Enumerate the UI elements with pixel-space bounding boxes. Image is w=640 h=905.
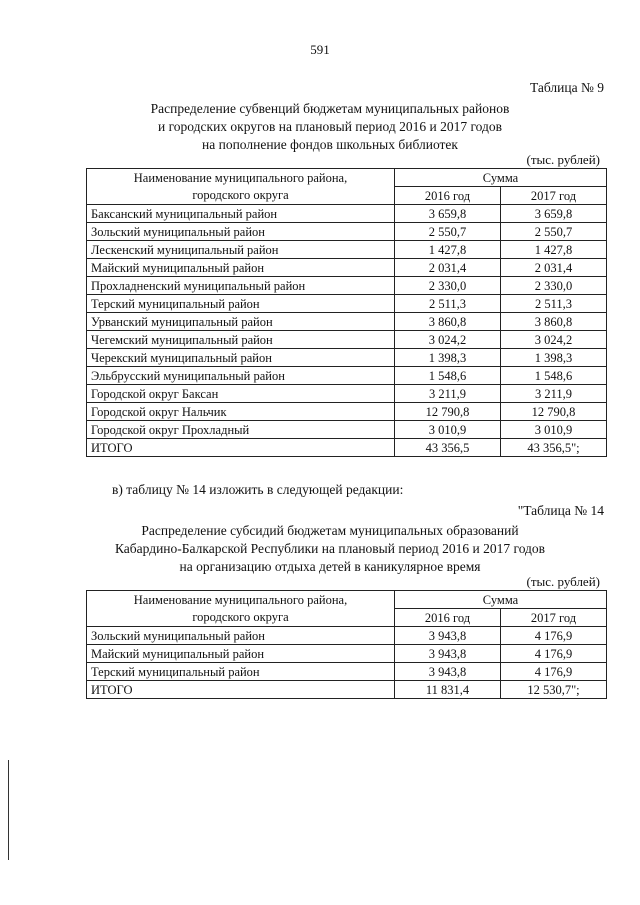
row-value-2016: 3 943,8 (395, 627, 501, 645)
table-row (87, 627, 607, 645)
row-name: Зольский муниципальный район (87, 223, 395, 241)
table9-header-2017: 2017 год (501, 187, 607, 205)
row-value-2016: 43 356,5 (395, 439, 501, 457)
table14-label: "Таблица № 14 (517, 503, 604, 518)
table-row (87, 663, 607, 681)
table-row (87, 403, 607, 421)
row-value-2016: 3 010,9 (395, 421, 501, 439)
row-name: Терский муниципальный район (87, 663, 395, 681)
table-row (87, 349, 607, 367)
table9-units: (тыс. рублей) (526, 152, 600, 167)
table9-title-line: Распределение субвенций бюджетам муниципальных районов (150, 101, 510, 116)
row-value-2017: 3 860,8 (501, 313, 607, 331)
row-value-2017: 2 550,7 (501, 223, 607, 241)
table9-title-line: и городских округов на плановый период 2016 и 2017 годов (157, 119, 503, 134)
row-name: Городской округ Прохладный (87, 421, 395, 439)
row-value-2017: 43 356,5"; (501, 439, 607, 457)
row-name: Чегемский муниципальный район (87, 331, 395, 349)
table9-label: Таблица № 9 (530, 80, 604, 95)
row-value-2017: 1 548,6 (501, 367, 607, 385)
row-value-2017: 2 330,0 (501, 277, 607, 295)
table14-header-2017: 2017 год (501, 609, 607, 627)
table-row (87, 295, 607, 313)
table-row (87, 439, 607, 457)
header-name-line: Наименование муниципального района, (133, 592, 348, 607)
row-name: Лескенский муниципальный район (87, 241, 395, 259)
row-value-2016: 12 790,8 (395, 403, 501, 421)
row-value-2017: 12 530,7"; (501, 681, 607, 699)
row-name: Черекский муниципальный район (87, 349, 395, 367)
table-row (87, 313, 607, 331)
row-name: ИТОГО (87, 439, 395, 457)
table14-title (60, 522, 600, 576)
row-value-2017: 2 511,3 (501, 295, 607, 313)
row-value-2016: 3 943,8 (395, 663, 501, 681)
table-row (87, 331, 607, 349)
row-name: ИТОГО (87, 681, 395, 699)
table14-title-line: Распределение субсидий бюджетам муниципальных образований (141, 523, 519, 538)
table9 (86, 168, 607, 457)
table14-header-2016: 2016 год (395, 609, 501, 627)
table9-header-name (87, 169, 395, 205)
table14-units: (тыс. рублей) (526, 574, 600, 589)
table-row (87, 681, 607, 699)
row-value-2016: 2 330,0 (395, 277, 501, 295)
row-value-2016: 3 860,8 (395, 313, 501, 331)
header-name-line: городского округа (192, 609, 289, 624)
row-value-2017: 1 427,8 (501, 241, 607, 259)
row-value-2016: 1 548,6 (395, 367, 501, 385)
row-value-2017: 4 176,9 (501, 627, 607, 645)
scan-margin-line (8, 760, 9, 860)
table14-body (87, 627, 607, 699)
row-name: Майский муниципальный район (87, 259, 395, 277)
row-value-2016: 2 511,3 (395, 295, 501, 313)
table-row (87, 223, 607, 241)
page-number: 591 (310, 42, 330, 57)
row-name: Терский муниципальный район (87, 295, 395, 313)
table9-title-line: на пополнение фондов школьных библиотек (202, 137, 458, 152)
row-value-2016: 3 024,2 (395, 331, 501, 349)
row-value-2016: 11 831,4 (395, 681, 501, 699)
table-row (87, 645, 607, 663)
table-row (87, 259, 607, 277)
row-value-2017: 1 398,3 (501, 349, 607, 367)
table-row (87, 241, 607, 259)
row-value-2017: 3 211,9 (501, 385, 607, 403)
row-value-2017: 2 031,4 (501, 259, 607, 277)
row-value-2017: 3 010,9 (501, 421, 607, 439)
row-name: Эльбрусский муниципальный район (87, 367, 395, 385)
row-value-2017: 3 659,8 (501, 205, 607, 223)
header-name-line: Наименование муниципального района, (133, 170, 348, 185)
row-name: Урванский муниципальный район (87, 313, 395, 331)
row-value-2016: 2 550,7 (395, 223, 501, 241)
row-name: Баксанский муниципальный район (87, 205, 395, 223)
table-row (87, 367, 607, 385)
row-value-2016: 1 427,8 (395, 241, 501, 259)
row-value-2016: 3 659,8 (395, 205, 501, 223)
section-intro: в) таблицу № 14 изложить в следующей редакции: (112, 482, 404, 497)
table-row (87, 277, 607, 295)
table14-header-name (87, 591, 395, 627)
row-name: Городской округ Нальчик (87, 403, 395, 421)
row-value-2017: 4 176,9 (501, 663, 607, 681)
table14-title-line: на организацию отдыха детей в каникулярное время (179, 559, 481, 574)
row-value-2017: 4 176,9 (501, 645, 607, 663)
row-name: Майский муниципальный район (87, 645, 395, 663)
table-row (87, 385, 607, 403)
row-value-2016: 2 031,4 (395, 259, 501, 277)
row-value-2016: 1 398,3 (395, 349, 501, 367)
row-value-2016: 3 211,9 (395, 385, 501, 403)
row-value-2017: 12 790,8 (501, 403, 607, 421)
table9-body (87, 205, 607, 457)
table14 (86, 590, 607, 699)
table-row (87, 421, 607, 439)
table14-header-sum: Сумма (395, 591, 607, 609)
row-value-2017: 3 024,2 (501, 331, 607, 349)
row-value-2016: 3 943,8 (395, 645, 501, 663)
row-name: Зольский муниципальный район (87, 627, 395, 645)
table9-title (70, 100, 590, 154)
row-name: Прохладненский муниципальный район (87, 277, 395, 295)
table9-header-sum: Сумма (395, 169, 607, 187)
header-name-line: городского округа (192, 187, 289, 202)
table9-header-2016: 2016 год (395, 187, 501, 205)
row-name: Городской округ Баксан (87, 385, 395, 403)
table14-title-line: Кабардино-Балкарской Республики на плановый период 2016 и 2017 годов (114, 541, 546, 556)
table-row (87, 205, 607, 223)
